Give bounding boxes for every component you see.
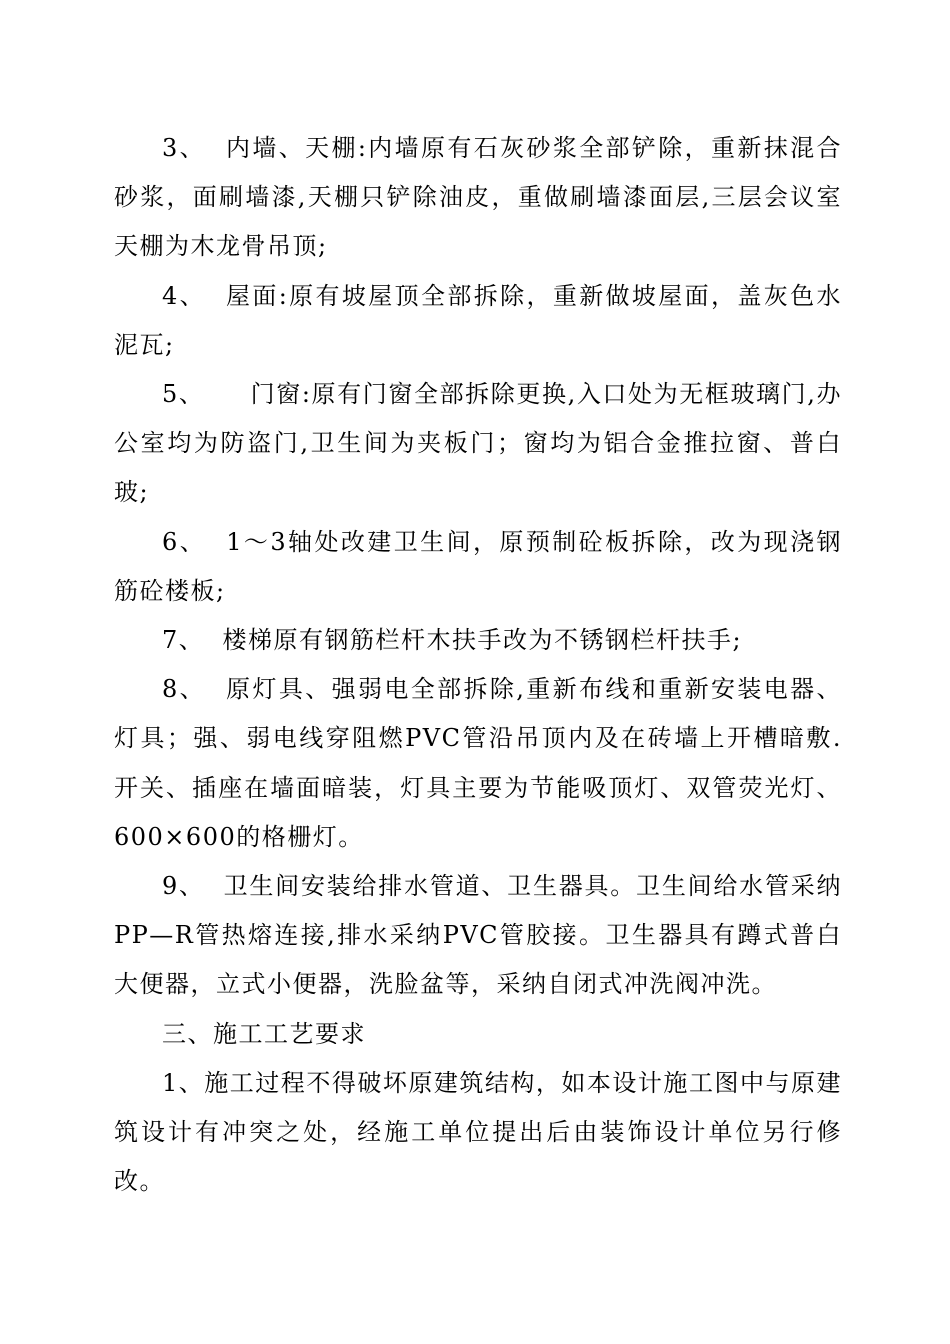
section-heading-construction-requirements: 三、施工工艺要求 [162,1019,366,1048]
paragraph-item-3-interior-walls: 3、 内墙、天棚:内墙原有石灰砂浆全部铲除，重新抹混合砂浆，面刷墙漆,天棚只铲除油皮，重做刷墙漆面层,三层会议室天棚为木龙骨吊顶; [114,134,842,261]
document-body [114,124,842,1206]
paragraph-item-7-stair-railing: 7、 楼梯原有钢筋栏杆木扶手改为不锈钢栏杆扶手; [162,626,743,655]
paragraph-item-9-plumbing: 9、 卫生间安装给排水管道、卫生器具。卫生间给水管采纳PP—R管热熔连接,排水采纳PVC管胶接。卫生器具有蹲式普白大便器，立式小便器，洗脸盆等，采纳自闭式冲洗阀冲洗。 [114,872,842,999]
paragraph-item-8-electrical: 8、 原灯具、强弱电全部拆除,重新布线和重新安装电器、灯具；强、弱电线穿阻燃PVC管沿吊顶内及在砖墙上开槽暗敷.开关、插座在墙面暗装，灯具主要为节能吸顶灯、双管荧光灯、600×600的格栅灯。 [114,675,842,851]
paragraph-requirement-1: 1、施工过程不得破坏原建筑结构，如本设计施工图中与原建筑设计有冲突之处，经施工单位提出后由装饰设计单位另行修改。 [114,1068,842,1196]
paragraph-item-4-roof: 4、 屋面:原有坡屋顶全部拆除，重新做坡屋面，盖灰色水泥瓦; [114,281,842,359]
paragraph-item-6-restroom-rebuild: 6、 1～3轴处改建卫生间，原预制砼板拆除，改为现浇钢筋砼楼板; [114,527,842,605]
paragraph-item-5-doors-windows: 5、 门窗:原有门窗全部拆除更换,入口处为无框玻璃门,办公室均为防盗门,卫生间为夹板门；窗均为铝合金推拉窗、普白玻; [114,380,842,507]
